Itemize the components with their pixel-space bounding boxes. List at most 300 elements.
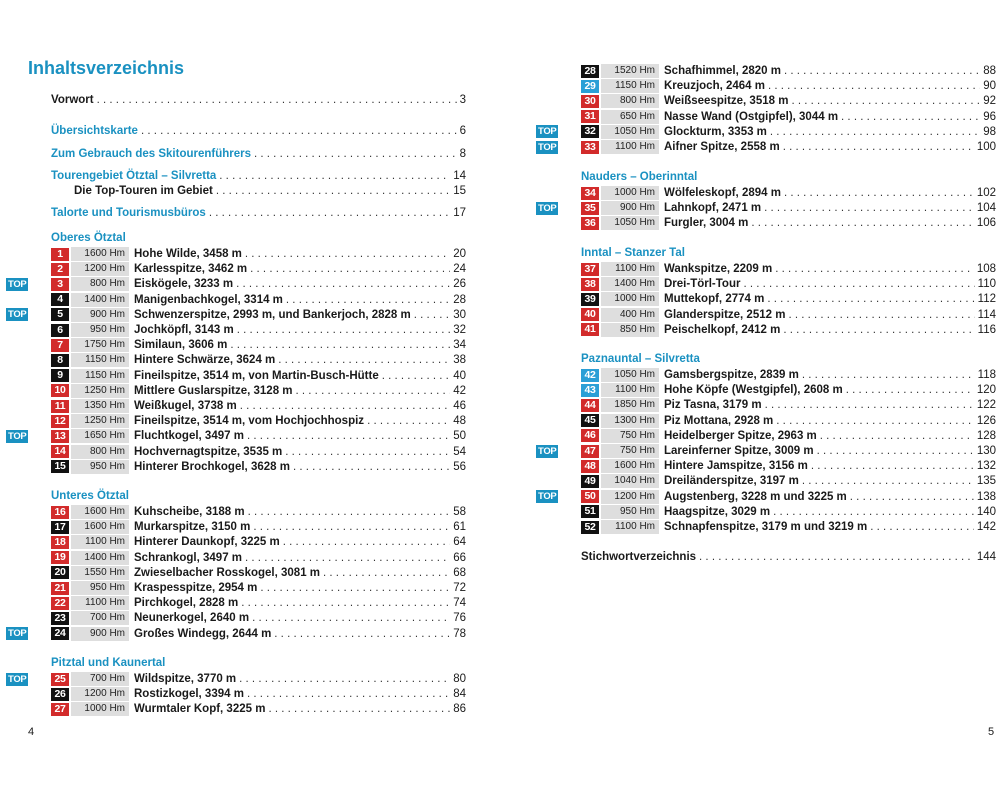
- section-heading: Inntal – Stanzer Tal: [581, 247, 685, 259]
- leader-dots: [285, 445, 450, 459]
- leader-dots: [783, 140, 974, 154]
- elevation-gain: 1100 Hm: [601, 520, 659, 534]
- elevation-gain: 1100 Hm: [601, 383, 659, 397]
- tour-page: 96: [983, 110, 996, 123]
- tour-number-badge: 16: [51, 506, 69, 519]
- tour-name: Neunerkogel, 2640 m: [134, 612, 250, 625]
- tour-number-badge: 14: [51, 445, 69, 458]
- tour-number-badge: 10: [51, 384, 69, 397]
- elevation-gain: 700 Hm: [71, 672, 129, 686]
- leader-dots: [248, 505, 451, 519]
- toc-entry-uebersichtskarte[interactable]: [51, 124, 466, 139]
- tour-entry[interactable]: [581, 323, 996, 337]
- tour-entry[interactable]: [51, 399, 466, 413]
- leader-dots: [367, 414, 450, 428]
- tour-entry[interactable]: [51, 293, 466, 307]
- top-badge: TOP: [8, 309, 27, 321]
- toc-entry-page: 14: [453, 170, 466, 182]
- leader-dots: [773, 505, 974, 519]
- tour-name: Mittlere Guslarspitze, 3128 m: [134, 384, 293, 397]
- elevation-gain: 1050 Hm: [601, 368, 659, 382]
- tour-entry[interactable]: [51, 353, 466, 367]
- tour-entry[interactable]: [581, 125, 996, 139]
- tour-page: 140: [976, 505, 996, 518]
- leader-dots: [768, 79, 980, 93]
- tour-entry[interactable]: [581, 216, 996, 230]
- tour-page: 102: [976, 187, 996, 199]
- elevation-gain: 1100 Hm: [71, 535, 129, 549]
- tour-number-badge: 36: [581, 217, 599, 230]
- tour-page: 58: [453, 506, 466, 518]
- leader-dots: [236, 277, 450, 291]
- tour-page: 86: [453, 703, 466, 716]
- elevation-gain: 1200 Hm: [601, 490, 659, 504]
- tour-page: 116: [977, 323, 996, 336]
- tour-name: Hohe Wilde, 3458 m: [134, 248, 242, 260]
- leader-dots: [293, 460, 450, 474]
- tour-page: 24: [453, 263, 466, 276]
- toc-entry-label: Die Top-Touren im Gebiet: [74, 185, 213, 197]
- tour-page: 56: [453, 460, 466, 473]
- tour-number-badge: 4: [51, 293, 69, 306]
- tour-number-badge: 30: [581, 95, 599, 108]
- tour-name: Schnapfenspitze, 3179 m und 3219 m: [664, 521, 868, 533]
- tour-entry[interactable]: [51, 672, 466, 686]
- page-title: Inhaltsverzeichnis: [28, 58, 185, 78]
- toc-entry-page: 15: [453, 185, 466, 197]
- tour-name: Murkarspitze, 3150 m: [134, 521, 251, 534]
- elevation-gain: 1400 Hm: [71, 293, 129, 307]
- elevation-gain: 1750 Hm: [71, 338, 129, 352]
- tour-entry[interactable]: [581, 308, 996, 322]
- section-heading: Oberes Ötztal: [51, 232, 126, 244]
- tour-entry[interactable]: [581, 398, 996, 412]
- tour-name: Piz Mottana, 2928 m: [664, 414, 774, 427]
- toc-entry-page: 6: [459, 125, 466, 137]
- leader-dots: [286, 293, 450, 307]
- tour-entry[interactable]: [51, 687, 466, 701]
- tour-page: 68: [453, 566, 466, 579]
- tour-name: Hochvernagtspitze, 3535 m: [134, 445, 283, 458]
- elevation-gain: 750 Hm: [601, 444, 659, 458]
- tour-number-badge: 44: [581, 399, 599, 412]
- tour-name: Heidelberger Spitze, 2963 m: [664, 429, 817, 442]
- tour-page: 61: [453, 521, 466, 534]
- tour-name: Schafhimmel, 2820 m: [664, 65, 781, 77]
- leader-dots: [870, 520, 974, 534]
- elevation-gain: 1150 Hm: [71, 353, 129, 367]
- tour-number-badge: 37: [581, 263, 599, 276]
- tour-name: Schwenzerspitze, 2993 m, und Bankerjoch, 2828 m: [134, 308, 411, 321]
- tour-name: Wurmtaler Kopf, 3225 m: [134, 703, 266, 716]
- tour-entry[interactable]: [581, 505, 996, 519]
- elevation-gain: 1550 Hm: [71, 566, 129, 580]
- tour-page: 72: [453, 582, 466, 594]
- tour-number-badge: 6: [51, 324, 69, 337]
- tour-entry[interactable]: [581, 262, 996, 276]
- tour-page: 126: [976, 414, 996, 427]
- tour-entry[interactable]: [581, 368, 996, 382]
- tour-name: Wildspitze, 3770 m: [134, 673, 237, 685]
- tour-entry[interactable]: [51, 627, 466, 641]
- tour-entry[interactable]: [581, 459, 996, 473]
- elevation-gain: 1600 Hm: [601, 459, 659, 473]
- tour-name: Wölfeleskopf, 2894 m: [664, 187, 781, 199]
- toc-entry-gebrauch[interactable]: [51, 147, 466, 162]
- tour-name: Fineilspitze, 3514 m, vom Hochjochhospiz: [134, 415, 365, 428]
- toc-entry-stichwortverzeichnis[interactable]: [581, 550, 996, 565]
- tour-name: Lahnkopf, 2471 m: [664, 202, 762, 215]
- toc-entry-page: 17: [453, 207, 466, 219]
- leader-dots: [784, 64, 980, 78]
- tour-page: 54: [453, 445, 466, 458]
- elevation-gain: 1250 Hm: [71, 414, 129, 428]
- tour-number-badge: 31: [581, 110, 599, 123]
- leader-dots: [802, 474, 974, 488]
- elevation-gain: 1520 Hm: [601, 64, 659, 78]
- leader-dots: [268, 702, 450, 716]
- tour-name: Lareinferner Spitze, 3009 m: [664, 445, 814, 457]
- tour-page: 88: [983, 65, 996, 77]
- elevation-gain: 1100 Hm: [601, 262, 659, 276]
- tour-page: 34: [453, 339, 466, 352]
- leader-dots: [247, 687, 450, 701]
- tour-page: 46: [453, 400, 466, 412]
- tour-page: 122: [976, 399, 996, 412]
- tour-page: 30: [453, 308, 466, 321]
- leader-dots: [776, 414, 974, 428]
- tour-entry[interactable]: [51, 308, 466, 322]
- elevation-gain: 800 Hm: [71, 445, 129, 459]
- tour-number-badge: 33: [581, 141, 599, 154]
- tour-name: Muttekopf, 2774 m: [664, 293, 765, 306]
- section-heading: Paznauntal – Silvretta: [581, 353, 700, 365]
- tour-entry[interactable]: [51, 551, 466, 565]
- tour-number-badge: 2: [51, 263, 69, 276]
- leader-dots: [260, 581, 450, 595]
- tour-entry[interactable]: [51, 369, 466, 383]
- tour-entry[interactable]: [581, 292, 996, 306]
- top-badge: TOP: [8, 278, 27, 290]
- tour-page: 118: [977, 369, 996, 381]
- tour-page: 80: [453, 673, 466, 685]
- tour-number-badge: 40: [581, 308, 599, 321]
- tour-number-badge: 27: [51, 703, 69, 716]
- tour-name: Fluchtkogel, 3497 m: [134, 430, 244, 443]
- toc-entry-tourengebiet[interactable]: [51, 169, 466, 184]
- leader-dots: [743, 277, 974, 291]
- leader-dots: [820, 429, 974, 443]
- tour-entry[interactable]: [51, 611, 466, 625]
- tour-page: 20: [453, 248, 466, 260]
- tour-entry[interactable]: [51, 445, 466, 459]
- top-badge: TOP: [538, 445, 557, 457]
- tour-page: 28: [453, 293, 466, 306]
- tour-entry[interactable]: [581, 444, 996, 458]
- tour-page: 64: [453, 536, 466, 549]
- tour-page: 84: [453, 688, 466, 701]
- tour-number-badge: 21: [51, 582, 69, 595]
- leader-dots: [219, 169, 450, 184]
- tour-entry[interactable]: [51, 262, 466, 276]
- tour-number-badge: 49: [581, 475, 599, 488]
- tour-number-badge: 18: [51, 536, 69, 549]
- tour-page: 106: [976, 217, 996, 230]
- elevation-gain: 1600 Hm: [71, 505, 129, 519]
- tour-number-badge: 48: [581, 460, 599, 473]
- leader-dots: [811, 459, 974, 473]
- toc-entry-vorwort[interactable]: [51, 93, 466, 108]
- tour-entry[interactable]: [51, 581, 466, 595]
- top-badge: TOP: [538, 126, 557, 138]
- elevation-gain: 650 Hm: [601, 110, 659, 124]
- tour-name: Pirchkogel, 2828 m: [134, 597, 239, 610]
- elevation-gain: 1350 Hm: [71, 399, 129, 413]
- leader-dots: [783, 323, 974, 337]
- elevation-gain: 900 Hm: [71, 308, 129, 322]
- tour-page: 110: [977, 278, 996, 291]
- tour-number-badge: 38: [581, 278, 599, 291]
- leader-dots: [846, 383, 974, 397]
- tour-entry[interactable]: [581, 520, 996, 534]
- elevation-gain: 1400 Hm: [601, 277, 659, 291]
- tour-entry[interactable]: [51, 384, 466, 398]
- toc-entry-label: Zum Gebrauch des Skitourenführers: [51, 148, 252, 160]
- tour-number-badge: 12: [51, 415, 69, 428]
- tour-page: 100: [976, 141, 996, 153]
- elevation-gain: 1150 Hm: [71, 369, 129, 383]
- tour-number-badge: 34: [581, 187, 599, 200]
- tour-entry[interactable]: [51, 520, 466, 534]
- leader-dots: [323, 566, 450, 580]
- tour-name: Hohe Köpfe (Westgipfel), 2608 m: [664, 384, 843, 397]
- tour-entry[interactable]: [51, 277, 466, 291]
- top-badge: TOP: [538, 202, 557, 214]
- leader-dots: [216, 184, 450, 199]
- tour-page: 38: [453, 354, 466, 367]
- tour-page: 26: [453, 278, 466, 291]
- tour-page: 74: [453, 597, 466, 610]
- tour-entry[interactable]: [581, 94, 996, 108]
- elevation-gain: 1850 Hm: [601, 398, 659, 412]
- tour-entry[interactable]: [581, 429, 996, 443]
- leader-dots: [770, 125, 980, 139]
- tour-name: Weißseespitze, 3518 m: [664, 95, 789, 108]
- elevation-gain: 850 Hm: [601, 323, 659, 337]
- leader-dots: [283, 535, 450, 549]
- tour-page: 135: [976, 475, 996, 488]
- tour-entry[interactable]: [51, 566, 466, 580]
- tour-number-badge: 8: [51, 354, 69, 367]
- tour-page: 48: [453, 415, 466, 428]
- tour-number-badge: 51: [581, 505, 599, 518]
- tour-entry[interactable]: [581, 383, 996, 397]
- tour-page: 132: [976, 460, 996, 473]
- leader-dots: [764, 201, 974, 215]
- elevation-gain: 950 Hm: [601, 505, 659, 519]
- tour-name: Drei-Törl-Tour: [664, 278, 741, 291]
- tour-number-badge: 23: [51, 612, 69, 625]
- tour-entry[interactable]: [581, 490, 996, 504]
- tour-entry[interactable]: [581, 110, 996, 124]
- tour-name: Augstenberg, 3228 m und 3225 m: [664, 490, 847, 503]
- elevation-gain: 1000 Hm: [601, 292, 659, 306]
- tour-entry[interactable]: [51, 460, 466, 474]
- tour-number-badge: 52: [581, 521, 599, 534]
- tour-page: 104: [976, 202, 996, 215]
- top-badge: TOP: [8, 673, 27, 685]
- leader-dots: [237, 323, 450, 337]
- tour-page: 42: [453, 384, 466, 397]
- elevation-gain: 950 Hm: [71, 323, 129, 337]
- elevation-gain: 1600 Hm: [71, 247, 129, 261]
- tour-name: Piz Tasna, 3179 m: [664, 399, 762, 412]
- toc-entry-talorte[interactable]: [51, 206, 466, 221]
- leader-dots: [245, 551, 450, 565]
- leader-dots: [240, 399, 451, 413]
- tour-page: 138: [976, 490, 996, 503]
- tour-entry[interactable]: [51, 505, 466, 519]
- tour-page: 50: [453, 430, 466, 443]
- tour-name: Peischelkopf, 2412 m: [664, 323, 781, 336]
- tour-name: Schrankogl, 3497 m: [134, 551, 243, 564]
- elevation-gain: 700 Hm: [71, 611, 129, 625]
- tour-number-badge: 3: [51, 278, 69, 291]
- toc-entry-label: Übersichtskarte: [51, 125, 138, 137]
- tour-number-badge: 19: [51, 551, 69, 564]
- elevation-gain: 950 Hm: [71, 460, 129, 474]
- elevation-gain: 1100 Hm: [71, 596, 129, 610]
- tour-name: Zwieselbacher Rosskogel, 3081 m: [134, 566, 321, 579]
- tour-entry[interactable]: [581, 140, 996, 154]
- toc-entry-top-touren[interactable]: [51, 184, 466, 199]
- tour-entry[interactable]: [51, 702, 466, 716]
- elevation-gain: 800 Hm: [601, 94, 659, 108]
- leader-dots: [765, 398, 974, 412]
- leader-dots: [254, 147, 457, 162]
- tour-page: 128: [976, 429, 996, 442]
- elevation-gain: 400 Hm: [601, 308, 659, 322]
- leader-dots: [751, 216, 973, 230]
- tour-number-badge: 22: [51, 597, 69, 610]
- toc-entry-page: 8: [459, 148, 466, 160]
- leader-dots: [788, 308, 974, 322]
- leader-dots: [253, 520, 450, 534]
- tour-number-badge: 29: [581, 80, 599, 93]
- tour-entry[interactable]: [51, 323, 466, 337]
- tour-name: Glockturm, 3353 m: [664, 125, 767, 138]
- elevation-gain: 1200 Hm: [71, 687, 129, 701]
- leader-dots: [274, 627, 450, 641]
- leader-dots: [141, 124, 457, 139]
- tour-entry[interactable]: [581, 79, 996, 93]
- leader-dots: [247, 429, 450, 443]
- tour-entry[interactable]: [51, 596, 466, 610]
- tour-name: Glanderspitze, 2512 m: [664, 308, 786, 321]
- tour-entry[interactable]: [581, 201, 996, 215]
- tour-entry[interactable]: [51, 338, 466, 352]
- elevation-gain: 1040 Hm: [601, 474, 659, 488]
- tour-page: 120: [976, 384, 996, 397]
- page-number-right: 5: [988, 726, 995, 738]
- toc-entry-label: Talorte und Tourismusbüros: [51, 207, 206, 219]
- toc-entry-label: Tourengebiet Ötztal – Silvretta: [51, 170, 217, 182]
- elevation-gain: 950 Hm: [71, 581, 129, 595]
- elevation-gain: 900 Hm: [71, 627, 129, 641]
- tour-entry[interactable]: [581, 277, 996, 291]
- elevation-gain: 1100 Hm: [601, 140, 659, 154]
- tour-page: 142: [976, 521, 996, 533]
- tour-entry[interactable]: [51, 247, 466, 261]
- tour-entry[interactable]: [51, 414, 466, 428]
- tour-name: Rostizkogel, 3394 m: [134, 688, 244, 701]
- elevation-gain: 750 Hm: [601, 429, 659, 443]
- leader-dots: [252, 611, 450, 625]
- tour-entry[interactable]: [51, 429, 466, 443]
- tour-number-badge: 28: [581, 65, 599, 78]
- tour-name: Similaun, 3606 m: [134, 339, 228, 352]
- tour-name: Dreiländerspitze, 3197 m: [664, 475, 799, 488]
- leader-dots: [775, 262, 974, 276]
- tour-entry[interactable]: [581, 64, 996, 78]
- tour-name: Karlesspitze, 3462 m: [134, 263, 248, 276]
- tour-page: 108: [976, 263, 996, 275]
- leader-dots: [239, 672, 450, 686]
- elevation-gain: 1300 Hm: [601, 414, 659, 428]
- tour-number-badge: 39: [581, 293, 599, 306]
- tour-entry[interactable]: [581, 474, 996, 488]
- tour-page: 32: [453, 324, 466, 336]
- tour-number-badge: 46: [581, 429, 599, 442]
- tour-number-badge: 35: [581, 202, 599, 215]
- elevation-gain: 1050 Hm: [601, 216, 659, 230]
- tour-number-badge: 41: [581, 323, 599, 336]
- tour-entry[interactable]: [581, 414, 996, 428]
- tour-number-badge: 17: [51, 521, 69, 534]
- tour-name: Hintere Jamspitze, 3156 m: [664, 460, 808, 473]
- tour-number-badge: 7: [51, 339, 69, 352]
- tour-name: Kuhscheibe, 3188 m: [134, 506, 245, 518]
- leader-dots: [841, 110, 980, 124]
- leader-dots: [699, 550, 974, 565]
- tour-page: 78: [453, 627, 466, 640]
- tour-page: 66: [453, 551, 466, 564]
- tour-number-badge: 5: [51, 308, 69, 321]
- tour-entry[interactable]: [581, 186, 996, 200]
- tour-name: Wankspitze, 2209 m: [664, 263, 773, 275]
- tour-page: 114: [977, 308, 996, 321]
- tour-number-badge: 50: [581, 490, 599, 503]
- elevation-gain: 1400 Hm: [71, 551, 129, 565]
- tour-page: 130: [976, 445, 996, 457]
- tour-number-badge: 11: [51, 400, 69, 413]
- section-heading: Nauders – Oberinntal: [581, 171, 698, 183]
- section-heading: Unteres Ötztal: [51, 490, 129, 502]
- tour-number-badge: 32: [581, 125, 599, 138]
- leader-dots: [296, 384, 451, 398]
- elevation-gain: 900 Hm: [601, 201, 659, 215]
- tour-number-badge: 9: [51, 369, 69, 382]
- tour-entry[interactable]: [51, 535, 466, 549]
- tour-number-badge: 13: [51, 430, 69, 443]
- tour-name: Aifner Spitze, 2558 m: [664, 141, 780, 153]
- leader-dots: [850, 490, 974, 504]
- elevation-gain: 1600 Hm: [71, 520, 129, 534]
- elevation-gain: 1200 Hm: [71, 262, 129, 276]
- toc-entry-label: Vorwort: [51, 94, 94, 106]
- elevation-gain: 1150 Hm: [601, 79, 659, 93]
- tour-page: 76: [453, 612, 466, 625]
